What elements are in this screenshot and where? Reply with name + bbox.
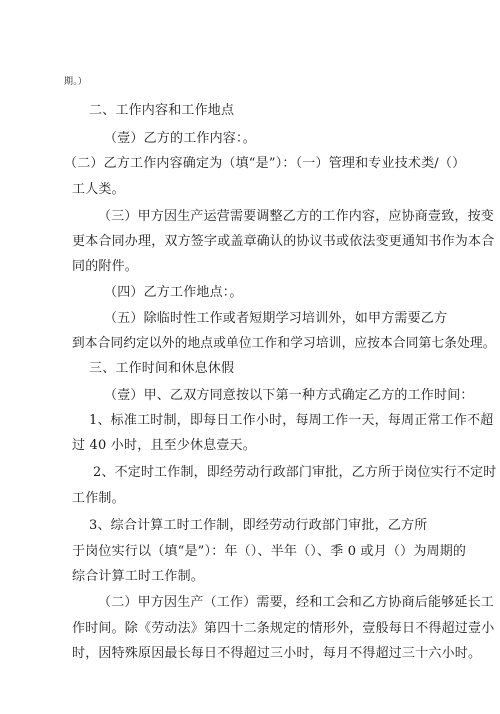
text-line: 作时间。除《劳动法》第四十二条规定的情形外，壹般每日不得超过壹小 (72, 621, 495, 636)
text-line: （二）乙方工作内容确定为（填“是”）：（一）管理和专业技术类/（） (64, 156, 466, 171)
text-line: 过 40 小时，且至少休息壹天。 (72, 438, 257, 453)
section-heading: 三、工作时间和休息休假 (89, 361, 235, 376)
text-line: 到本合同约定以外的地点或单位工作和学习培训，应按本合同第七条处理。 (72, 336, 496, 351)
text-line: 于岗位实行以（填“是”）：年（）、半年（）、季 0 或月（）为周期的 (72, 544, 467, 559)
text-line: （三）甲方因生产运营需要调整乙方的工作内容，应协商壹致，按变 (98, 209, 495, 224)
text-line: 更本合同办理，双方签字或盖章确认的协议书或依法变更通知书作为本合 (72, 234, 495, 249)
text-line: 2、不定时工作制，即经劳动行政部门审批，乙方所于岗位实行不定时 (93, 465, 497, 480)
text-line: 期。） (64, 77, 88, 87)
text-line: 1、标准工时制，即每日工作小时，每周工作一天，每周正常工作不超 (89, 413, 494, 428)
text-line: 同的附件。 (72, 259, 139, 274)
text-line: （壹）甲、乙双方同意按以下第一种方式确定乙方的工作时间： (104, 388, 474, 403)
text-line: （五）除临时性工作或者短期学习培训外，如甲方需要乙方 (104, 311, 448, 326)
text-line: 3、综合计算工时工作制，即经劳动行政部门审批，乙方所 (89, 518, 428, 533)
text-line: 时，因特殊原因最长每日不得超过三小时，每月不得超过三十六小时。 (72, 646, 482, 661)
text-line: （四）乙方工作地点：。 (104, 285, 243, 300)
text-line: 工人类。 (72, 182, 125, 197)
section-heading: 二、工作内容和工作地点 (89, 103, 235, 118)
text-line: （壹）乙方的工作内容：。 (104, 131, 256, 146)
text-line: 综合计算工时工作制。 (72, 569, 205, 584)
text-line: （二）甲方因生产（工作）需要，经和工会和乙方协商后能够延长工 (98, 595, 495, 610)
text-line: 工作制。 (72, 491, 125, 506)
